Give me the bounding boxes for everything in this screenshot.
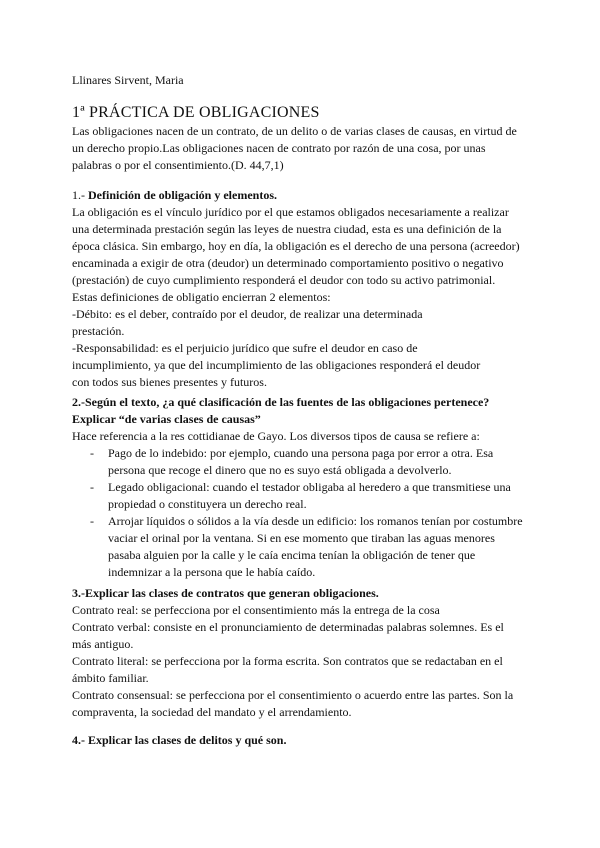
bullet-dash: - — [90, 514, 94, 528]
text-line: propiedad o constituyera un derecho real. — [108, 497, 307, 511]
text-line: época clásica. Sin embargo, hoy en día, la obligación es el derecho de una persona (acreedor) — [72, 239, 520, 253]
section-1-heading — [72, 187, 534, 204]
text-line: Legado obligacional: cuando el testador obligaba al heredero a que transmitiese una — [108, 480, 511, 494]
section-2-list — [72, 445, 534, 581]
text-line: compraventa, la sociedad del mandato y el arrendamiento. — [72, 705, 352, 719]
section-2-subheading: Explicar “de varias clases de causas” — [72, 412, 261, 426]
text-line: Pago de lo indebido: por ejemplo, cuando una persona paga por error a otra. Esa — [108, 446, 494, 460]
section-3-heading: 3.-Explicar las clases de contratos que generan obligaciones. — [72, 586, 379, 600]
bullet-dash: - — [90, 480, 94, 494]
text-line: vaciar el orinal por la ventana. Si en ese momento que tiraban las aguas menores — [108, 531, 495, 545]
section-2-heading: 2.-Según el texto, ¿a qué clasificación de las fuentes de las obligaciones pertenece? — [72, 395, 490, 409]
text-line: Hace referencia a la res cottidianae de Gayo. Los diversos tipos de causa se refiere a: — [72, 429, 480, 443]
text-line: Arrojar líquidos o sólidos a la vía desde un edificio: los romanos tenían por costumbre — [108, 514, 523, 528]
intro-paragraph — [72, 123, 534, 174]
text-line: palabras o por el consentimiento.(D. 44,7,1) — [72, 158, 284, 172]
list-item — [72, 513, 534, 581]
text-line: persona que recoge el dinero que no es suyo está obligada a devolverlo. — [108, 463, 452, 477]
section-1-number: 1.- — [72, 188, 88, 202]
text-line: incumplimiento, ya que del incumplimiento de las obligaciones responderá el deudor — [72, 358, 481, 372]
section-3 — [72, 585, 534, 721]
section-4 — [72, 732, 534, 749]
text-line: encaminada a exigir de otra (deudor) un determinado comportamiento positivo o negativo — [72, 256, 504, 270]
text-line: -Débito: es el deber, contraído por el deudor, de realizar una determinada — [72, 307, 423, 321]
text-line: Las obligaciones nacen de un contrato, de un delito o de varias clases de causas, en virtud de — [72, 124, 517, 138]
list-item — [72, 445, 534, 479]
text-line: una determinada prestación según las leyes de nuestra ciudad, esta es una definición de la — [72, 222, 502, 236]
text-line: un derecho propio.Las obligaciones nacen de contrato por razón de una cosa, por unas — [72, 141, 486, 155]
text-line: Contrato consensual: se perfecciona por el consentimiento o acuerdo entre las partes. Son la — [72, 688, 514, 702]
text-line: indemnizar a la persona que le había caído. — [108, 565, 316, 579]
text-line: Contrato verbal: consiste en el pronunciamiento de determinadas palabras solemnes. Es el — [72, 620, 504, 634]
section-2 — [72, 394, 534, 445]
text-line: Contrato real: se perfecciona por el consentimiento más la entrega de la cosa — [72, 603, 440, 617]
text-line: pasaba alguien por la calle y le caía encima tenían la obligación de tener que — [108, 548, 476, 562]
text-line: Contrato literal: se perfecciona por la forma escrita. Son contratos que se redactaban en el — [72, 654, 503, 668]
section-1 — [72, 187, 534, 391]
text-line: prestación. — [72, 324, 125, 338]
text-line: ámbito familiar. — [72, 671, 149, 685]
text-line: Estas definiciones de obligatio encierran 2 elementos: — [72, 290, 331, 304]
text-line: más antiguo. — [72, 637, 134, 651]
page-title: 1ª PRÁCTICA DE OBLIGACIONES — [72, 104, 320, 121]
text-line: -Responsabilidad: es el perjuicio jurídico que sufre el deudor en caso de — [72, 341, 418, 355]
text-line: La obligación es el vínculo jurídico por el que estamos obligados necesariamente a realizar — [72, 205, 509, 219]
author-name: Llinares Sirvent, Maria — [72, 73, 184, 87]
text-line: (prestación) de cuyo cumplimiento responderá el deudor con todo su activo patrimonial. — [72, 273, 496, 287]
section-4-heading: 4.- Explicar las clases de delitos y qué son. — [72, 733, 287, 747]
section-1-heading-text: Definición de obligación y elementos. — [88, 188, 277, 202]
text-line: con todos sus bienes presentes y futuros. — [72, 375, 267, 389]
list-item — [72, 479, 534, 513]
bullet-dash: - — [90, 446, 94, 460]
